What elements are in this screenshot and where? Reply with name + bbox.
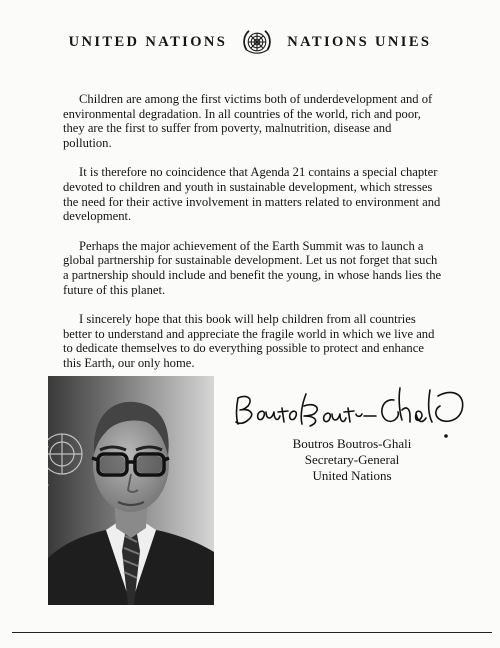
letterhead (0, 26, 500, 58)
paragraph: Perhaps the major achievement of the Earth Summit was to launch a global partnership for sustainable development. Let us not forget that such a partnership should include and benefit the young, in whose hands lies the future of this planet. (63, 238, 442, 297)
signatory-organization: United Nations (312, 468, 392, 483)
paragraph: It is therefore no coincidence that Agenda 21 contains a special chapter devoted to children and youth in sustainable development, which stresses the need for their active involvement in matters related to environment and development. (63, 165, 441, 224)
paragraph: I sincerely hope that this book will help children from all countries better to understand and appreciate the fragile world in which we live and to dedicate themselves to do everything possible to protect and enhance this Earth, our only home. (63, 312, 435, 370)
portrait-photo (48, 376, 214, 605)
signatory-name: Boutros Boutros-Ghali (292, 436, 412, 451)
signatory-title: Secretary-General (304, 452, 400, 467)
org-name-french: NATIONS UNIES (287, 33, 432, 50)
org-name-english: UNITED NATIONS (68, 33, 228, 50)
paragraph: Children are among the first victims both of underdevelopment and of environmental degradation. In all countries of the world, rich and poor, they are the first to suffer from poverty, malnutrition, disease and pollution. (63, 92, 433, 150)
signature-block (262, 436, 442, 484)
un-emblem-icon (241, 26, 273, 58)
letter-body (63, 92, 443, 386)
handwritten-signature (232, 380, 472, 440)
page-bottom-rule (12, 632, 492, 633)
